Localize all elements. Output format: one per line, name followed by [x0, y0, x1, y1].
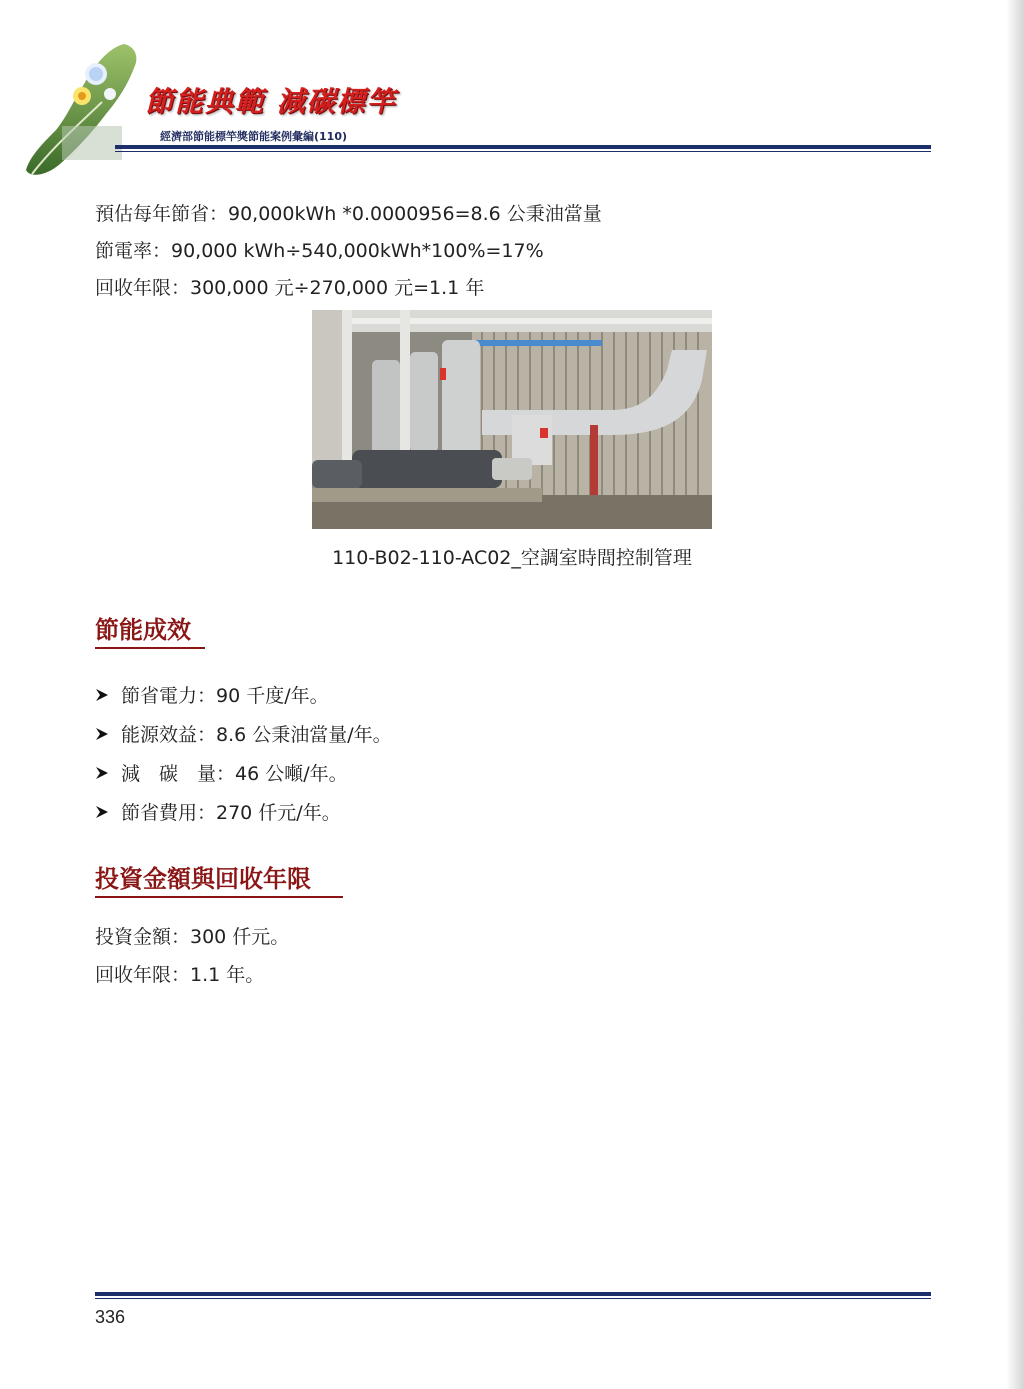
- header-rule-thin: [115, 151, 931, 152]
- page-number: 336: [95, 1307, 126, 1327]
- arrowhead-bullet-icon: [95, 802, 121, 822]
- effects-list: [95, 675, 392, 831]
- section-underline-investment: [95, 896, 343, 898]
- effect-carbon: 減 碳 量：46 公噸/年。: [121, 763, 348, 785]
- effect-cost: 節省費用：270 仟元/年。: [121, 802, 341, 824]
- savings-estimate-line: 預估每年節省：90,000kWh *0.0000956=8.6 公秉油當量: [95, 203, 602, 225]
- header-rule-thick: [115, 145, 931, 149]
- section-heading-investment: 投資金額與回收年限: [95, 865, 311, 893]
- investment-payback-line: 回收年限：1.1 年。: [95, 964, 265, 986]
- section-underline-effects: [95, 647, 205, 649]
- list-item: [95, 714, 392, 753]
- effect-electricity: 節省電力：90 千度/年。: [121, 685, 329, 707]
- footer-rule-thin: [95, 1298, 931, 1299]
- page-edge-shadow: [1006, 0, 1024, 1389]
- effect-energy: 能源效益：8.6 公秉油當量/年。: [121, 724, 392, 746]
- header-title: 節能典範 減碳標竿: [145, 85, 397, 118]
- list-item: [95, 753, 392, 792]
- payback-line: 回收年限：300,000 元÷270,000 元=1.1 年: [95, 277, 485, 299]
- taiwan-leaf-logo: [22, 38, 162, 180]
- saving-rate-line: 節電率：90,000 kWh÷540,000kWh*100%=17%: [95, 240, 544, 262]
- footer-rule-thick: [95, 1292, 931, 1296]
- list-item: [95, 792, 392, 831]
- photo-caption: 110-B02-110-AC02_空調室時間控制管理: [332, 547, 692, 569]
- pump-room-photo: [312, 310, 712, 529]
- arrowhead-bullet-icon: [95, 763, 121, 783]
- arrowhead-bullet-icon: [95, 724, 121, 744]
- section-heading-effects: 節能成效: [95, 616, 191, 644]
- arrowhead-bullet-icon: [95, 685, 121, 705]
- investment-amount-line: 投資金額：300 仟元。: [95, 926, 290, 948]
- list-item: [95, 675, 392, 714]
- header-subtitle: 經濟部節能標竿獎節能案例彙編(110): [160, 130, 348, 143]
